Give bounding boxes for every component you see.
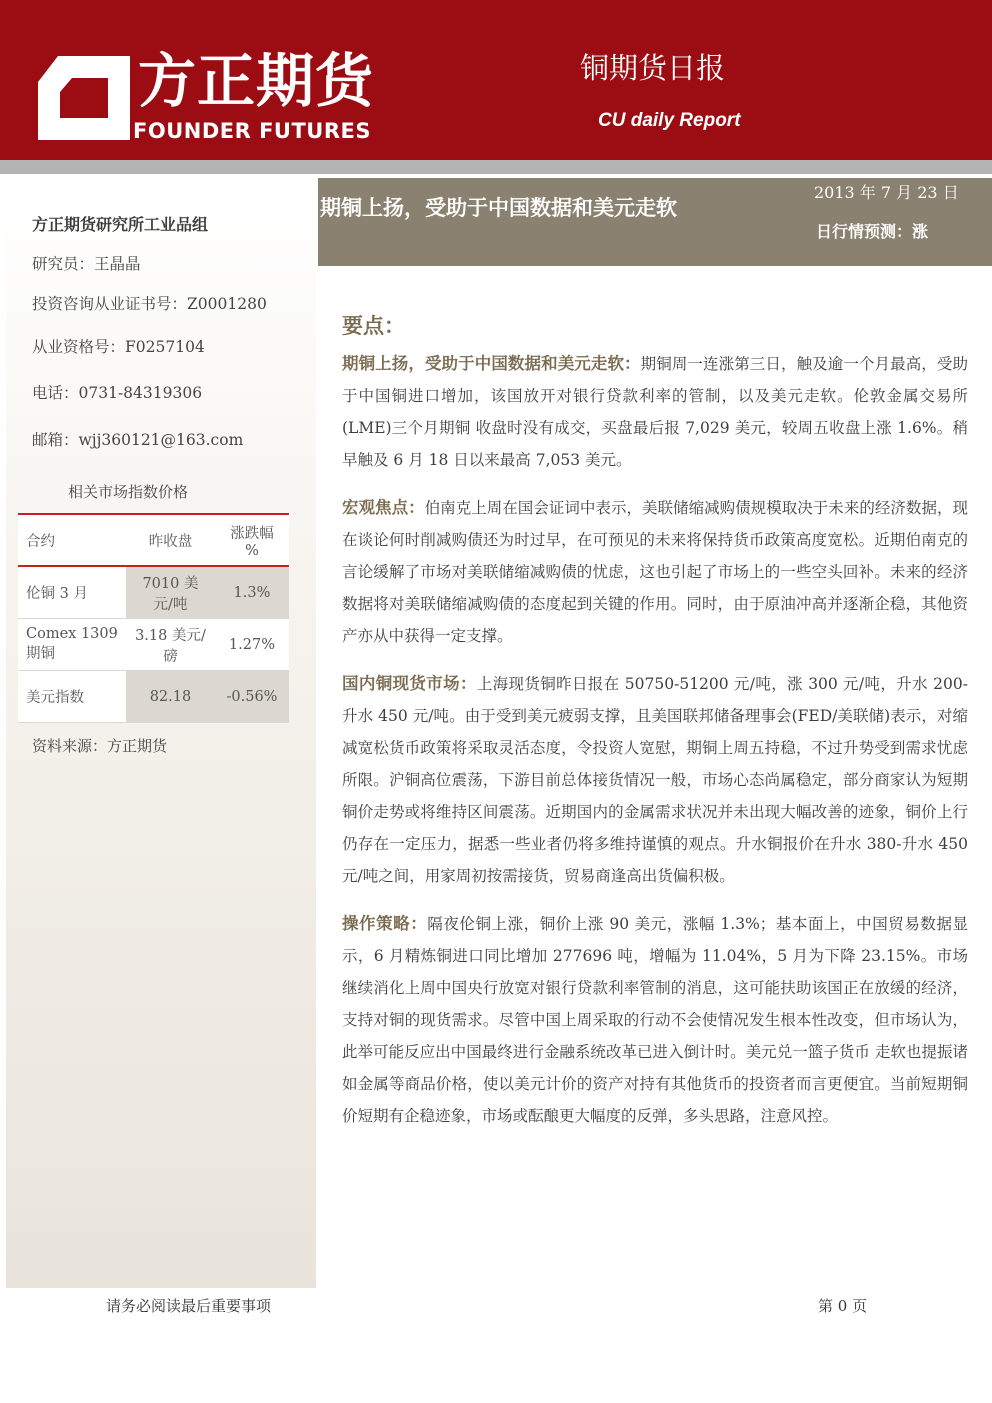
paragraph-lead: 宏观焦点： — [342, 498, 425, 517]
table-cell: Comex 1309 期铜 — [18, 619, 126, 671]
research-group: 方正期货研究所工业品组 — [32, 215, 209, 234]
cert-number: 投资咨询从业证书号：Z0001280 — [32, 295, 267, 313]
phone: 电话：0731-84319306 — [32, 384, 203, 402]
table-cell: 1.3% — [215, 566, 289, 619]
footer-notice: 请务必阅读最后重要事项 — [106, 1297, 272, 1315]
report-date: 2013 年 7 月 23 日 — [814, 183, 959, 202]
page-number: 第 0 页 — [818, 1297, 868, 1315]
paragraph-domestic-spot — [342, 668, 968, 892]
paragraph-lead: 操作策略： — [342, 914, 428, 933]
table-row — [18, 671, 289, 723]
report-subtitle: CU daily Report — [598, 110, 741, 131]
founder-logo-icon — [38, 56, 130, 140]
market-index-table — [18, 513, 289, 723]
logo-chinese-name: 方正期货 — [138, 47, 375, 115]
table-row — [18, 619, 289, 671]
logo-english-name: FOUNDER FUTURES — [133, 119, 371, 143]
table-cell: -0.56% — [215, 671, 289, 723]
paragraph-text: 隔夜伦铜上涨，铜价上涨 90 美元，涨幅 1.3%；基本面上，中国贸易数据显示，6 月精炼铜进口同比增加 277696 吨，增幅为 11.04%，5 月为下降 23.15%。市场继续消化上周中国央行放宽对银行贷款利率管制的消息，这可能扶助该国正在放缓的经济，支持对铜的现货需求。尽管中国上周采取的行动不会使情况发生根本性改变，但市场认为，此举可能反应出中国最终进行金融系统改革已进入倒计时。美元兑一篮子货币 走软也提振诸如金属等商品价格，使以美元计价的资产对持有其他货币的投资者而言更便宜。当前短期铜价短期有企稳迹象，市场或酝酿更大幅度的反弹，多头思路，注意风控。 — [342, 915, 968, 1125]
paragraph-lead: 国内铜现货市场： — [342, 674, 477, 693]
table-header-row — [18, 514, 289, 566]
table-header-cell: 涨跌幅 % — [215, 514, 289, 566]
table-header-cell: 昨收盘 — [126, 514, 215, 566]
paragraph-text: 伯南克上周在国会证词中表示，美联储缩减购债规模取决于未来的经济数据，现在谈论何时削减购债还为时过早，在可预见的未来将保持货币政策高度宽松。近期伯南克的言论缓解了市场对美联储缩减购债的忧虑，这也引起了市场上的一些空头回补。未来的经济数据将对美联储缩减购债的态度起到关键的作用。同时，由于原油冲高并逐渐企稳，其他资产亦从中获得一定支撑。 — [342, 499, 969, 645]
table-cell: 1.27% — [215, 619, 289, 671]
table-cell: 82.18 — [126, 671, 215, 723]
paragraph-macro-focus — [342, 492, 968, 652]
paragraph-strategy — [342, 908, 968, 1132]
table-cell: 美元指数 — [18, 671, 126, 723]
paragraph-lead: 期铜上扬，受助于中国数据和美元走软： — [342, 354, 641, 373]
paragraph-text: 上海现货铜昨日报在 50750-51200 元/吨，涨 300 元/吨，升水 200-升水 450 元/吨。由于受到美元疲弱支撑，且美国联邦储备理事会(FED/美联储)表示，对缩减宽松货币政策将采取灵活态度，令投资人宽慰，期铜上周五持稳，不过升势受到需求忧虑所限。沪铜高位震荡，下游目前总体接货情况一般，市场心态尚属稳定，部分商家认为短期铜价走势或将维持区间震荡。近期国内的金属需求状况并未出现大幅改善的迹象，铜价上行仍存在一定压力，据悉一些业者仍将多维持谨慎的观点。升水铜报价在升水 380-升水 450 元/吨之间，用家周初按需接货，贸易商逢高出货偏积极。 — [342, 675, 968, 885]
headline: 期铜上扬，受助于中国数据和美元走软 — [320, 196, 677, 220]
header-stripe — [0, 160, 992, 174]
data-source: 资料来源：方正期货 — [32, 737, 168, 755]
email: 邮箱：wjj360121@163.com — [32, 431, 244, 449]
qualification-number: 从业资格号：F0257104 — [32, 338, 205, 356]
paragraph-copper-rise — [342, 348, 968, 476]
report-title: 铜期货日报 — [580, 51, 726, 85]
table-cell: 伦铜 3 月 — [18, 566, 126, 619]
table-row — [18, 566, 289, 619]
researcher: 研究员：王晶晶 — [32, 255, 141, 273]
key-points-heading: 要点： — [342, 314, 405, 338]
table-cell: 7010 美元/吨 — [126, 566, 215, 619]
market-table-title: 相关市场指数价格 — [68, 483, 189, 501]
paragraph-text: 期铜周一连涨第三日，触及逾一个月最高，受助于中国铜进口增加，该国放开对银行贷款利率的管制，以及美元走软。伦敦金属交易所(LME)三个月期铜 收盘时没有成交，买盘最后报 7,029 美元，较周五收盘上涨 1.6%。稍早触及 6 月 18 日以来最高 7,053 美元。 — [342, 355, 968, 469]
daily-forecast: 日行情预测：涨 — [816, 222, 929, 241]
main-content — [342, 310, 968, 1148]
table-cell: 3.18 美元/磅 — [126, 619, 215, 671]
table-header-cell: 合约 — [18, 514, 126, 566]
